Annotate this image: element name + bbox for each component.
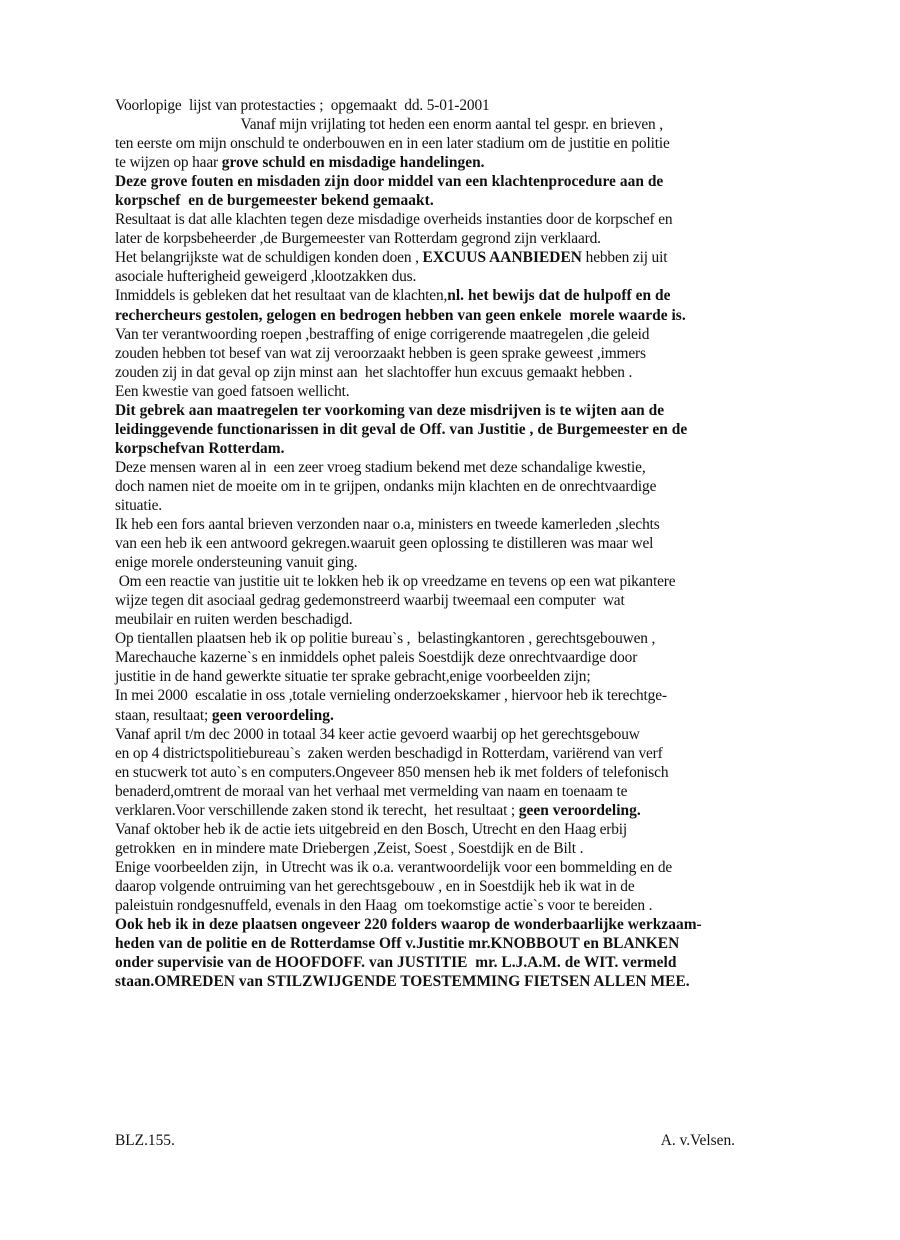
text-run: paleistuin rondgesnuffeld, evenals in den Haag om toekomstige actie`s voor te bereiden .	[115, 896, 653, 914]
bold-text-run: korpschefvan Rotterdam.	[115, 439, 285, 457]
text-run: zouden hebben tot besef van wat zij veroorzaakt hebben is geen sprake geweest ,immers	[115, 344, 646, 362]
text-run: Vanaf april t/m dec 2000 in totaal 34 keer actie gevoerd waarbij op het gerechtsgebouw	[115, 725, 640, 743]
bold-text-run: korpschef en de burgemeester bekend gemaakt.	[115, 192, 434, 210]
text-run: benaderd,omtrent de moraal van het verhaal met vermelding van naam en toenaam te	[115, 782, 628, 800]
text-line	[115, 839, 835, 858]
text-line	[115, 96, 835, 115]
text-run: Enige voorbeelden zijn, in Utrecht was ik o.a. verantwoordelijk voor een bommelding en de	[115, 858, 673, 876]
text-run: verklaren.Voor verschillende zaken stond ik terecht, het resultaat ;	[115, 801, 519, 819]
text-line	[115, 725, 835, 744]
text-run: van een heb ik een antwoord gekregen.waaruit geen oplossing te distilleren was maar wel	[115, 535, 654, 553]
text-line	[115, 610, 835, 629]
text-line	[115, 458, 835, 477]
bold-text-run: nl. het bewijs dat de hulpoff en de	[447, 287, 671, 305]
text-run: daarop volgende ontruiming van het gerechtsgebouw , en in Soestdijk heb ik wat in de	[115, 877, 635, 895]
text-run: later de korpsbeheerder ,de Burgemeester van Rotterdam gegrond zijn verklaard.	[115, 230, 601, 248]
text-line	[115, 286, 835, 305]
text-line	[115, 229, 835, 248]
text-line	[115, 648, 835, 667]
bold-text-run: heden van de politie en de Rotterdamse Off v.Justitie mr.KNOBBOUT en BLANKEN	[115, 935, 680, 953]
text-run: wijze tegen dit asociaal gedrag gedemonstreerd waarbij tweemaal een computer wat	[115, 592, 625, 610]
text-line	[115, 972, 835, 991]
text-line	[115, 420, 835, 439]
text-run: zouden zij in dat geval op zijn minst aan het slachtoffer hun excuus gemaakt hebben .	[115, 363, 633, 381]
text-run: doch namen niet de moeite om in te grijpen, ondanks mijn klachten en de onrechtvaardige	[115, 477, 657, 495]
text-line	[115, 801, 835, 820]
text-line	[115, 686, 835, 705]
text-line	[115, 782, 835, 801]
text-line	[115, 896, 835, 915]
text-run: Vanaf mijn vrijlating tot heden een enorm aantal tel gespr. en brieven ,	[115, 116, 663, 134]
page-number: BLZ.155.	[115, 1132, 175, 1149]
text-run: Een kwestie van goed fatsoen wellicht.	[115, 382, 350, 400]
text-line	[115, 382, 835, 401]
text-run: justitie in de hand gewerkte situatie ter sprake gebracht,enige voorbeelden zijn;	[115, 668, 591, 686]
text-line	[115, 667, 835, 686]
text-line	[115, 191, 835, 210]
text-line	[115, 325, 835, 344]
text-run: situatie.	[115, 496, 162, 514]
text-line	[115, 877, 835, 896]
text-run: Op tientallen plaatsen heb ik op politie bureau`s , belastingkantoren , gerechtsgebouwen ,	[115, 630, 656, 648]
text-line	[115, 496, 835, 515]
text-line	[115, 763, 835, 782]
text-line	[115, 706, 835, 725]
text-line	[115, 153, 835, 172]
text-run: asociale hufterigheid geweigerd ,klootzakken dus.	[115, 268, 417, 286]
text-line	[115, 858, 835, 877]
text-run: Van ter verantwoording roepen ,bestraffing of enige corrigerende maatregelen ,die geleid	[115, 325, 650, 343]
bold-text-run: staan.OMREDEN van STILZWIJGENDE TOESTEMMING FIETSEN ALLEN MEE.	[115, 973, 690, 991]
bold-text-run: Dit gebrek aan maatregelen ter voorkoming van deze misdrijven is te wijten aan de	[115, 401, 665, 419]
text-line	[115, 820, 835, 839]
bold-text-run: rechercheurs gestolen, gelogen en bedrogen hebben van geen enkele morele waarde is.	[115, 306, 686, 324]
text-run: Resultaat is dat alle klachten tegen deze misdadige overheids instanties door de korpschef en	[115, 211, 673, 229]
text-run: In mei 2000 escalatie in oss ,totale vernieling onderzoekskamer , hiervoor heb ik terechtge-	[115, 687, 667, 705]
text-run: Voorlopige lijst van protestacties ; opgemaakt dd. 5-01-2001	[115, 97, 490, 114]
text-run: ten eerste om mijn onschuld te onderbouwen en in een later stadium om de justitie en politie	[115, 135, 670, 153]
text-line	[115, 477, 835, 496]
text-run: Deze mensen waren al in een zeer vroeg stadium bekend met deze schandalige kwestie,	[115, 458, 646, 476]
text-run: Het belangrijkste wat de schuldigen konden doen ,	[115, 249, 423, 267]
text-line	[115, 248, 835, 267]
bold-text-run: leidinggevende functionarissen in dit geval de Off. van Justitie , de Burgemeester en de	[115, 420, 688, 438]
bold-text-run: grove schuld en misdadige handelingen.	[221, 154, 485, 172]
text-line	[115, 115, 835, 134]
text-run: en stucwerk tot auto`s en computers.Ongeveer 850 mensen heb ik met folders of telefonisch	[115, 763, 669, 781]
text-line	[115, 553, 835, 572]
text-line	[115, 210, 835, 229]
text-line	[115, 172, 835, 191]
text-run: Inmiddels is gebleken dat het resultaat van de klachten,	[115, 287, 448, 305]
text-line	[115, 591, 835, 610]
bold-text-run: geen veroordeling.	[518, 801, 641, 819]
bold-text-run: Ook heb ik in deze plaatsen ongeveer 220 folders waarop de wonderbaarlijke werkzaam-	[115, 916, 702, 934]
text-run: en op 4 districtspolitiebureau`s zaken werden beschadigd in Rotterdam, variërend van verf	[115, 744, 663, 762]
bold-text-run: onder supervisie van de HOOFDOFF. van JUSTITIE mr. L.J.A.M. de WIT. vermeld	[115, 954, 677, 972]
text-line	[115, 629, 835, 648]
author-signature: A. v.Velsen.	[660, 1132, 735, 1149]
text-line	[115, 267, 835, 286]
bold-text-run: Deze grove fouten en misdaden zijn door middel van een klachtenprocedure aan de	[115, 173, 664, 191]
text-run: enige morele ondersteuning vanuit ging.	[115, 554, 358, 572]
text-line	[115, 572, 835, 591]
text-run: hebben zij uit	[581, 249, 668, 267]
text-line	[115, 363, 835, 382]
text-line	[115, 915, 835, 934]
text-line	[115, 744, 835, 763]
text-run: Om een reactie van justitie uit te lokken heb ik op vreedzame en tevens op een wat pikantere	[115, 573, 676, 591]
text-line	[115, 134, 835, 153]
text-run: Ik heb een fors aantal brieven verzonden naar o.a, ministers en tweede kamerleden ,slechts	[115, 516, 660, 534]
text-line	[115, 534, 835, 553]
text-line	[115, 344, 835, 363]
text-run: getrokken en in mindere mate Driebergen ,Zeist, Soest , Soestdijk en de Bilt .	[115, 839, 584, 857]
text-line	[115, 953, 835, 972]
bold-text-run: EXCUUS AANBIEDEN	[422, 249, 582, 267]
document-body	[115, 96, 835, 991]
text-line	[115, 515, 835, 534]
text-line	[115, 439, 835, 458]
bold-text-run: geen veroordeling.	[211, 706, 334, 724]
text-run: staan, resultaat;	[115, 706, 212, 724]
text-line	[115, 306, 835, 325]
text-run: te wijzen op haar	[115, 154, 222, 172]
text-run: Vanaf oktober heb ik de actie iets uitgebreid en den Bosch, Utrecht en den Haag erbij	[115, 820, 628, 838]
text-line	[115, 934, 835, 953]
text-run: meubilair en ruiten werden beschadigd.	[115, 611, 353, 629]
text-line	[115, 401, 835, 420]
text-run: Marechauche kazerne`s en inmiddels ophet paleis Soestdijk deze onrechtvaardige door	[115, 649, 638, 667]
